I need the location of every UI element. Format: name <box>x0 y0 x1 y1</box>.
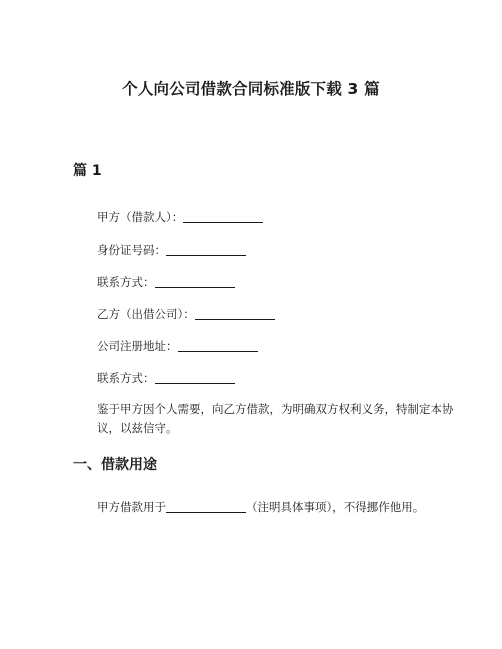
clause-text-after: （注明具体事项），不得挪作他用。 <box>246 500 425 514</box>
document-title: 个人向公司借款合同标准版下载 3 篇 <box>122 80 380 98</box>
preamble-paragraph: 鉴于甲方因个人需要，向乙方借款，为明确双方权利义务，特制定本协议，以兹信守。 <box>97 402 454 435</box>
fill-blank <box>166 500 246 513</box>
field-label: 身份证号码： <box>97 243 166 257</box>
clause-text-before: 甲方借款用于 <box>97 500 166 514</box>
field-label: 公司注册地址： <box>97 339 178 353</box>
field-lender-company <box>97 305 275 323</box>
fill-blank <box>155 275 235 288</box>
field-contact-lender <box>97 369 235 387</box>
field-id-number <box>97 241 246 259</box>
field-label: 乙方（出借公司）： <box>97 307 195 321</box>
section-heading: 篇 1 <box>73 163 102 179</box>
fill-blank <box>155 371 235 384</box>
fill-blank <box>178 339 258 352</box>
field-company-address <box>97 337 258 355</box>
fill-blank <box>195 307 275 320</box>
fill-blank <box>166 243 246 256</box>
field-label: 甲方（借款人）： <box>97 210 184 224</box>
field-label: 联系方式： <box>97 275 155 289</box>
clause-paragraph <box>97 498 424 516</box>
field-borrower <box>97 208 263 226</box>
clause-heading: 一、借款用途 <box>73 457 157 473</box>
fill-blank <box>183 210 263 223</box>
field-contact-borrower <box>97 273 235 291</box>
field-label: 联系方式： <box>97 371 155 385</box>
